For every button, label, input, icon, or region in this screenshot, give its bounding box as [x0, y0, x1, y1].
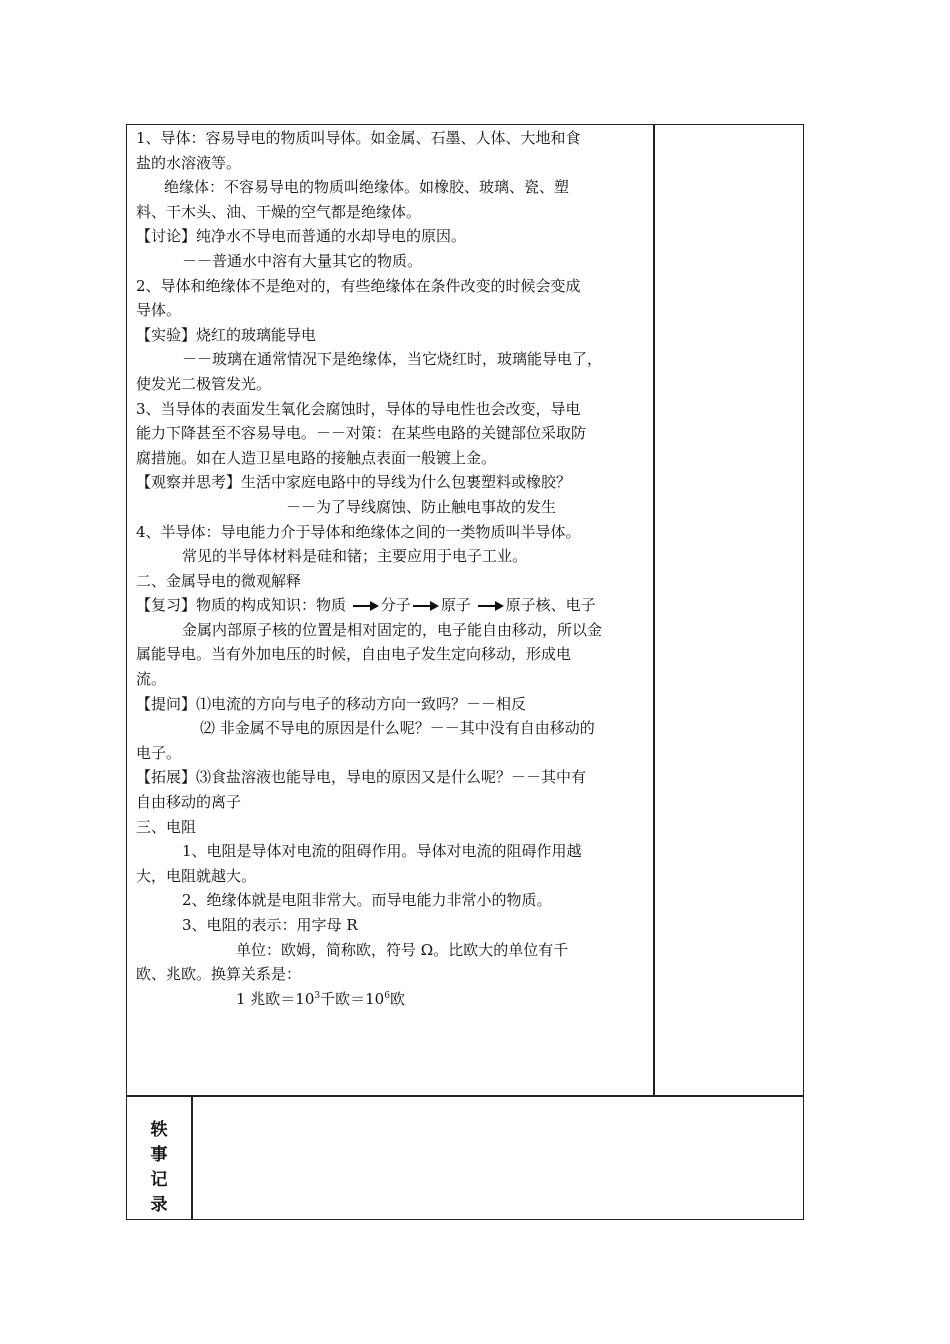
label-char: 事 — [150, 1145, 168, 1165]
text-line: 大，电阻就越大。 — [136, 866, 257, 885]
text-line: 单位：欧姆，简称欧，符号 Ω。比欧大的单位有千 — [236, 940, 569, 959]
text-line: 导体。 — [136, 301, 182, 320]
label-char: 轶 — [150, 1120, 168, 1140]
review-prefix: 【复习】物质的构成知识：物质 — [136, 596, 347, 615]
text-line: 二、金属导电的微观解释 — [136, 571, 302, 590]
text-line: 欧、兆欧。换算关系是： — [136, 965, 302, 984]
text-line: 金属内部原子核的位置是相对固定的，电子能自由移动，所以金 — [182, 620, 603, 639]
formula-line — [136, 987, 648, 1012]
text-line: 1、电阻是导体对电流的阻碍作用。导体对电流的阻碍作用越 — [182, 842, 582, 861]
review-line — [136, 593, 648, 618]
text-line: －－为了导线腐蚀、防止触电事故的发生 — [286, 497, 557, 516]
text-line: 属能导电。当有外加电压的时候，自由电子发生定向移动，形成电 — [136, 645, 572, 664]
text-line: ⑵ 非金属不导电的原因是什么呢？－－其中没有自由移动的 — [200, 719, 595, 738]
text-line: 2、导体和绝缘体不是绝对的，有些绝缘体在条件改变的时候会变成 — [136, 276, 581, 295]
text-line: 料、干木头、油、干燥的空气都是绝缘体。 — [136, 202, 422, 221]
review-step: 原子 — [440, 596, 471, 615]
text-line: 4、半导体：导电能力介于导体和绝缘体之间的一类物质叫半导体。 — [136, 522, 581, 541]
column-divider — [653, 124, 655, 1096]
review-step: 原子核、电子 — [505, 596, 596, 615]
text-line: 自由移动的离子 — [136, 793, 242, 812]
text-line: 腐措施。如在人造卫星电路的接触点表面一般镀上金。 — [136, 448, 497, 467]
text-line: －－普通水中溶有大量其它的物质。 — [182, 251, 423, 270]
text-line: 常见的半导体材料是硅和锗；主要应用于电子工业。 — [182, 547, 528, 566]
text-line: 三、电阻 — [136, 817, 197, 836]
text-line: 流。 — [136, 670, 167, 689]
text-line: 3、当导体的表面发生氧化会腐蚀时，导体的导电性也会改变，导电 — [136, 399, 581, 418]
lesson-content — [136, 126, 648, 1011]
formula-exponent: 6 — [384, 990, 390, 1001]
formula-part: 1 兆欧＝10 — [236, 989, 315, 1008]
text-line: 电子。 — [136, 743, 182, 762]
text-line: －－玻璃在通常情况下是绝缘体，当它烧红时，玻璃能导电了， — [182, 350, 603, 369]
label-char: 录 — [150, 1195, 168, 1215]
text-line: 2、绝缘体就是电阻非常大。而导电能力非常小的物质。 — [182, 891, 552, 910]
label-char: 记 — [150, 1170, 168, 1190]
text-line: 盐的水溶液等。 — [136, 153, 242, 172]
arrow-right-icon — [478, 601, 504, 611]
text-line: 1、导体：容易导电的物质叫导体。如金属、石墨、人体、大地和食 — [136, 129, 581, 147]
text-line: 能力下降甚至不容易导电。－－对策：在某些电路的关键部位采取防 — [136, 424, 587, 443]
text-line: 使发光二极管发光。 — [136, 374, 272, 393]
arrow-right-icon — [413, 601, 439, 611]
text-line: 绝缘体：不容易导电的物质叫绝缘体。如橡胶、玻璃、瓷、塑 — [164, 178, 570, 197]
review-step: 分子 — [380, 596, 411, 615]
text-line: 【讨论】纯净水不导电而普通的水却导电的原因。 — [136, 227, 467, 246]
text-line: 【观察并思考】生活中家庭电路中的导线为什么包裹塑料或橡胶？ — [136, 473, 572, 492]
text-line: 【提问】⑴电流的方向与电子的移动方向一致吗？－－相反 — [136, 694, 527, 713]
formula-part: 千欧＝10 — [320, 989, 385, 1008]
text-line: 3、电阻的表示：用字母 R — [182, 916, 358, 934]
arrow-right-icon — [353, 601, 379, 611]
anecdote-record-label — [126, 1118, 192, 1218]
text-line: 【实验】烧红的玻璃能导电 — [136, 325, 317, 344]
formula-part: 欧 — [389, 989, 405, 1008]
formula-exponent: 3 — [314, 990, 321, 1001]
row-divider — [126, 1095, 804, 1097]
text-line: 【拓展】⑶食盐溶液也能导电，导电的原因又是什么呢？－－其中有 — [136, 768, 587, 787]
